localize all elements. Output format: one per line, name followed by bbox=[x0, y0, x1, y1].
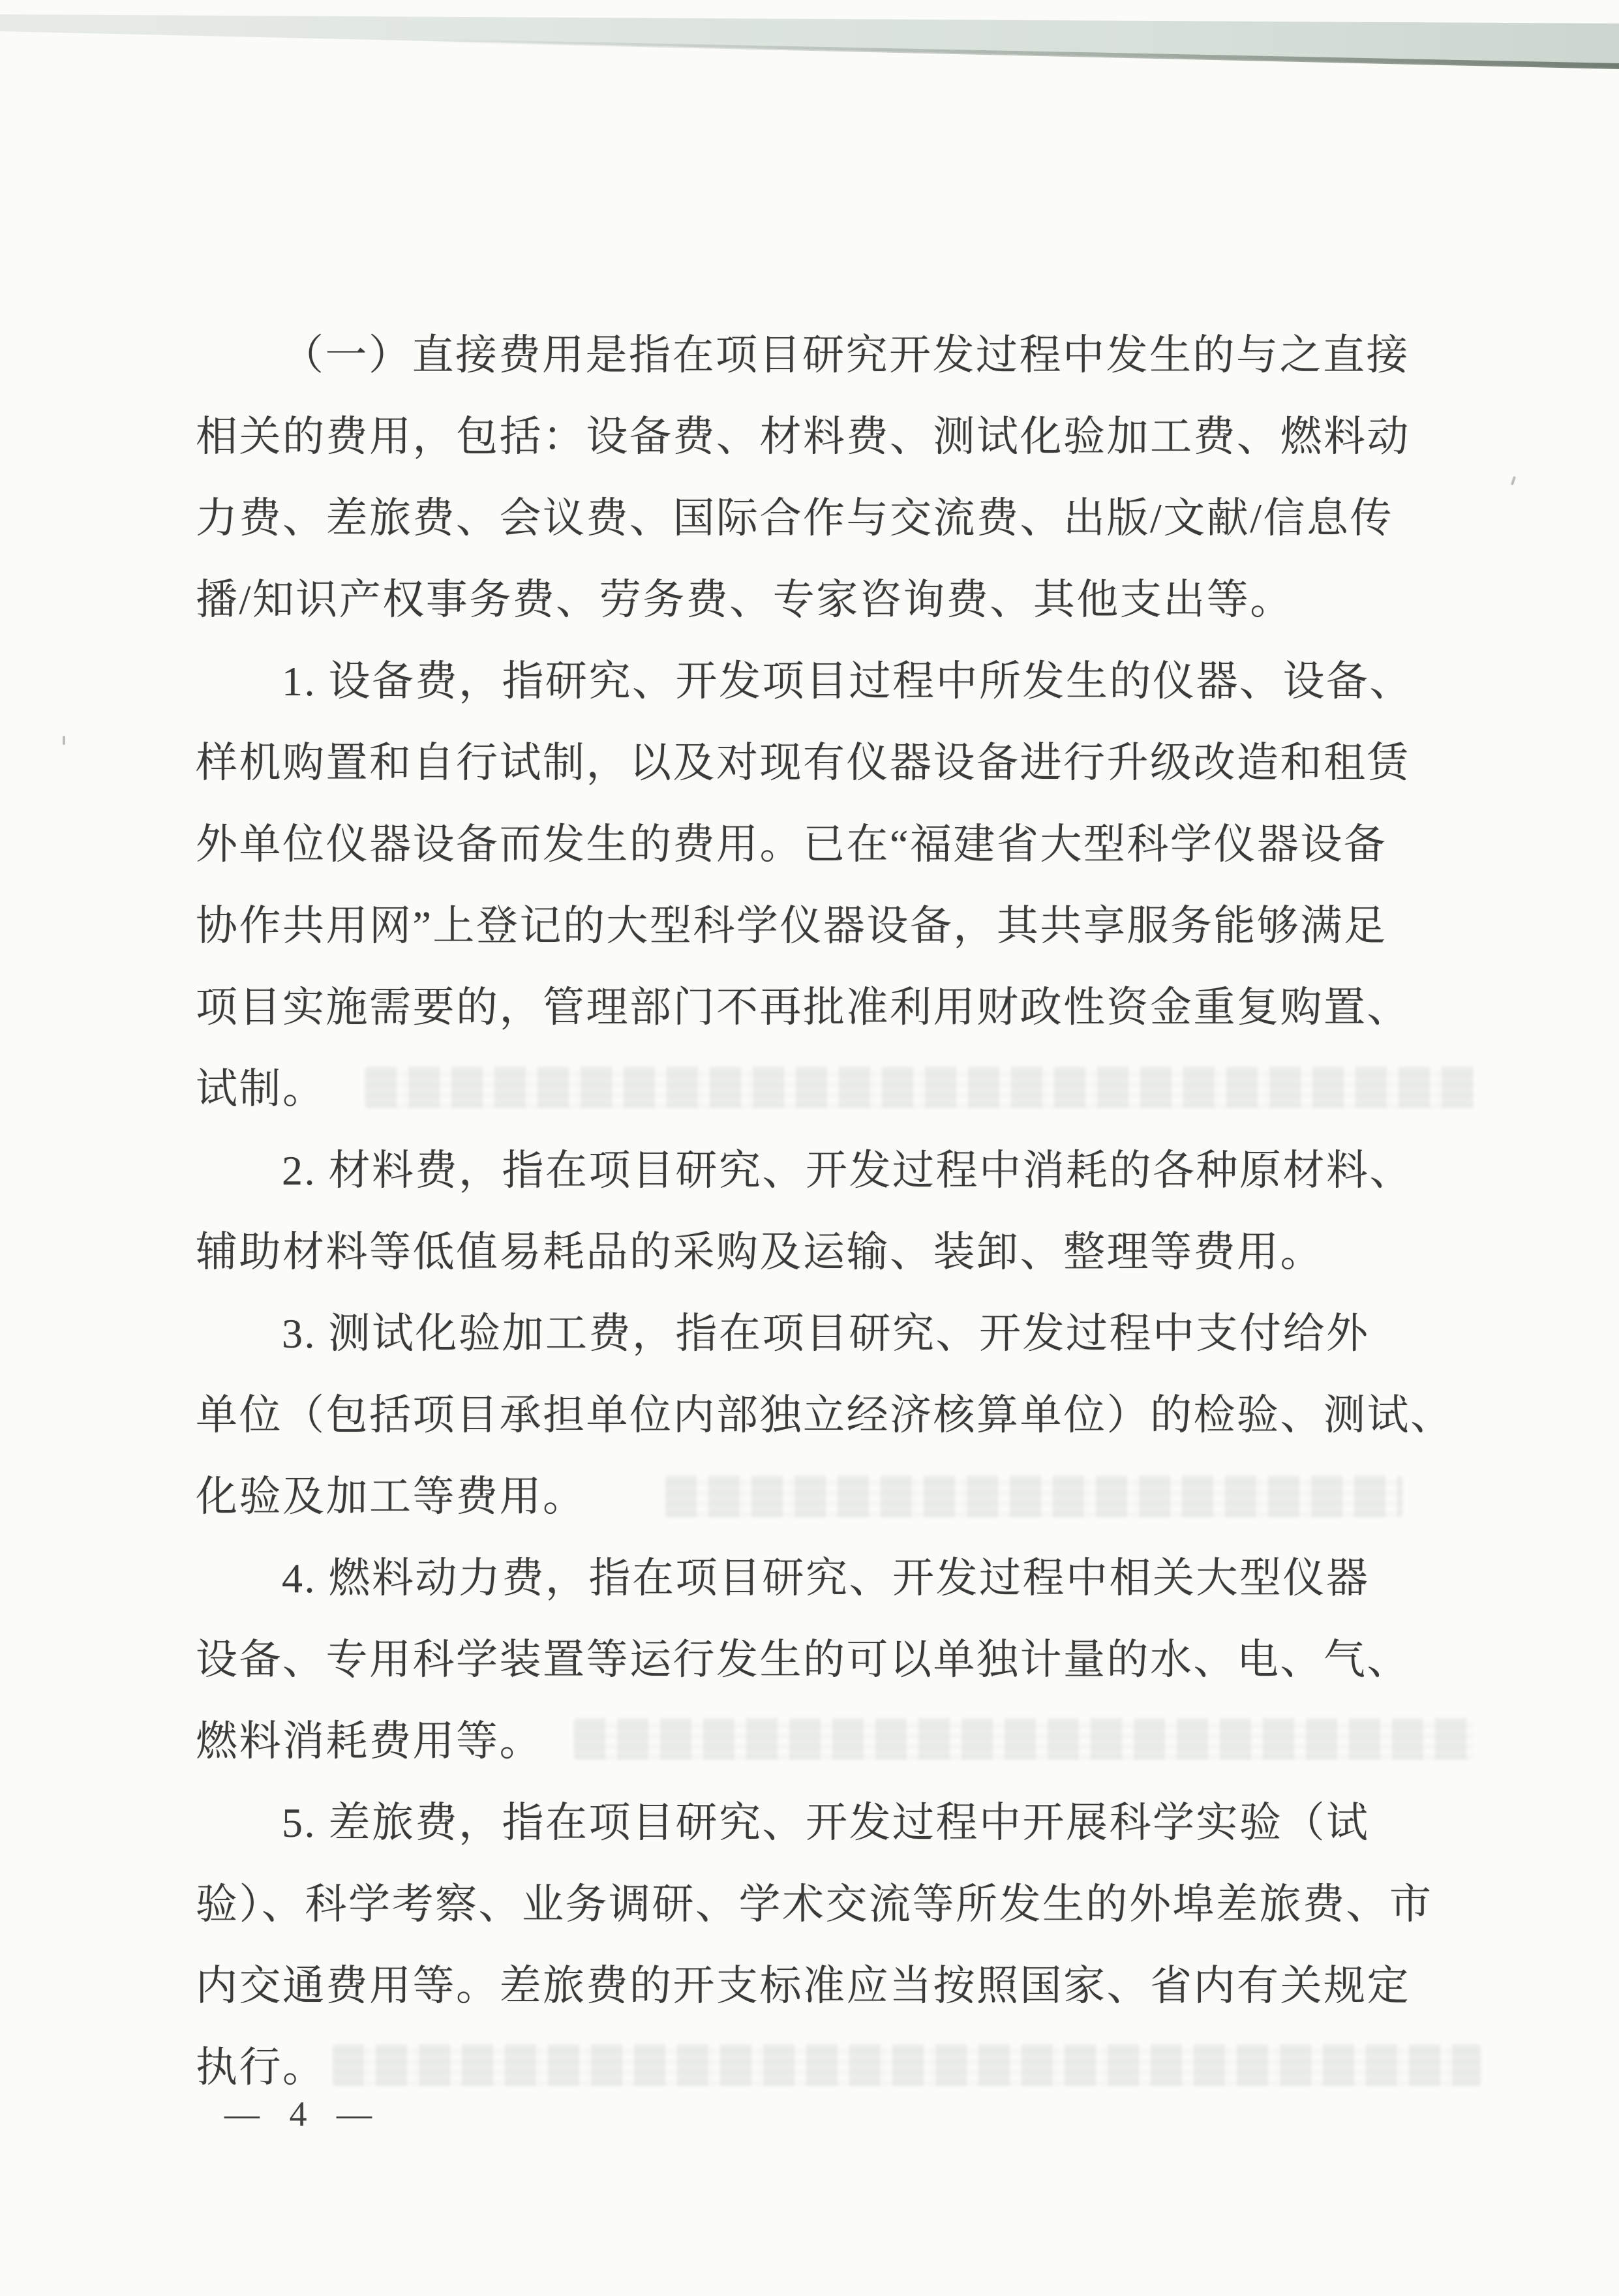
text-line: 化验及加工等费用。 bbox=[196, 1473, 586, 1520]
text-line: 3. 测试化验加工费，指在项目研究、开发过程中支付给外 bbox=[282, 1310, 1370, 1357]
text-line: （一）直接费用是指在项目研究开发过程中发生的与之直接 bbox=[282, 332, 1410, 378]
text-line: 协作共用网”上登记的大型科学仪器设备，其共享服务能够满足 bbox=[196, 903, 1387, 949]
text-line: 5. 差旅费，指在项目研究、开发过程中开展科学实验（试 bbox=[282, 1800, 1370, 1846]
text-line: 力费、差旅费、会议费、国际合作与交流费、出版/文献/信息传 bbox=[196, 495, 1394, 541]
text-line: 设备、专用科学装置等运行发生的可以单独计量的水、电、气、 bbox=[196, 1637, 1410, 1683]
text-line: 2. 材料费，指在项目研究、开发过程中消耗的各种原材料、 bbox=[282, 1147, 1413, 1194]
text-line: 辅助材料等低值易耗品的采购及运输、装卸、整理等费用。 bbox=[196, 1229, 1324, 1275]
text-line: 项目实施需要的，管理部门不再批准利用财政性资金重复购置、 bbox=[196, 984, 1410, 1031]
bleed-through-artifact bbox=[574, 1718, 1474, 1760]
text-line: 验）、科学考察、业务调研、学术交流等所发生的外埠差旅费、市 bbox=[196, 1881, 1433, 1927]
bleed-through-artifact bbox=[665, 1475, 1402, 1517]
page-number: — 4 — bbox=[224, 2094, 382, 2134]
text-block bbox=[196, 314, 1454, 2108]
text-line: 试制。 bbox=[196, 1066, 326, 1112]
text-line: 单位（包括项目承担单位内部独立经济核算单位）的检验、测试、 bbox=[196, 1392, 1454, 1438]
dust-speck-artifact bbox=[63, 736, 65, 745]
dust-speck-artifact bbox=[1511, 476, 1516, 486]
bleed-through-artifact bbox=[365, 1066, 1474, 1108]
text-line: 相关的费用，包括：设备费、材料费、测试化验加工费、燃料动 bbox=[196, 414, 1410, 460]
text-line: 执行。 bbox=[196, 2044, 326, 2091]
text-line: 播/知识产权事务费、劳务费、专家咨询费、其他支出等。 bbox=[196, 577, 1294, 623]
scan-edge-artifact bbox=[0, 0, 1619, 85]
text-line: 样机购置和自行试制，以及对现有仪器设备进行升级改造和租赁 bbox=[196, 740, 1410, 786]
text-line: 外单位仪器设备而发生的费用。已在“福建省大型科学仪器设备 bbox=[196, 821, 1387, 868]
text-line: 燃料消耗费用等。 bbox=[196, 1718, 543, 1764]
bleed-through-artifact bbox=[333, 2044, 1481, 2086]
text-line: 4. 燃料动力费，指在项目研究、开发过程中相关大型仪器 bbox=[282, 1555, 1370, 1601]
text-line: 内交通费用等。差旅费的开支标准应当按照国家、省内有关规定 bbox=[196, 1963, 1410, 2009]
text-line: 1. 设备费，指研究、开发项目过程中所发生的仪器、设备、 bbox=[282, 658, 1413, 704]
